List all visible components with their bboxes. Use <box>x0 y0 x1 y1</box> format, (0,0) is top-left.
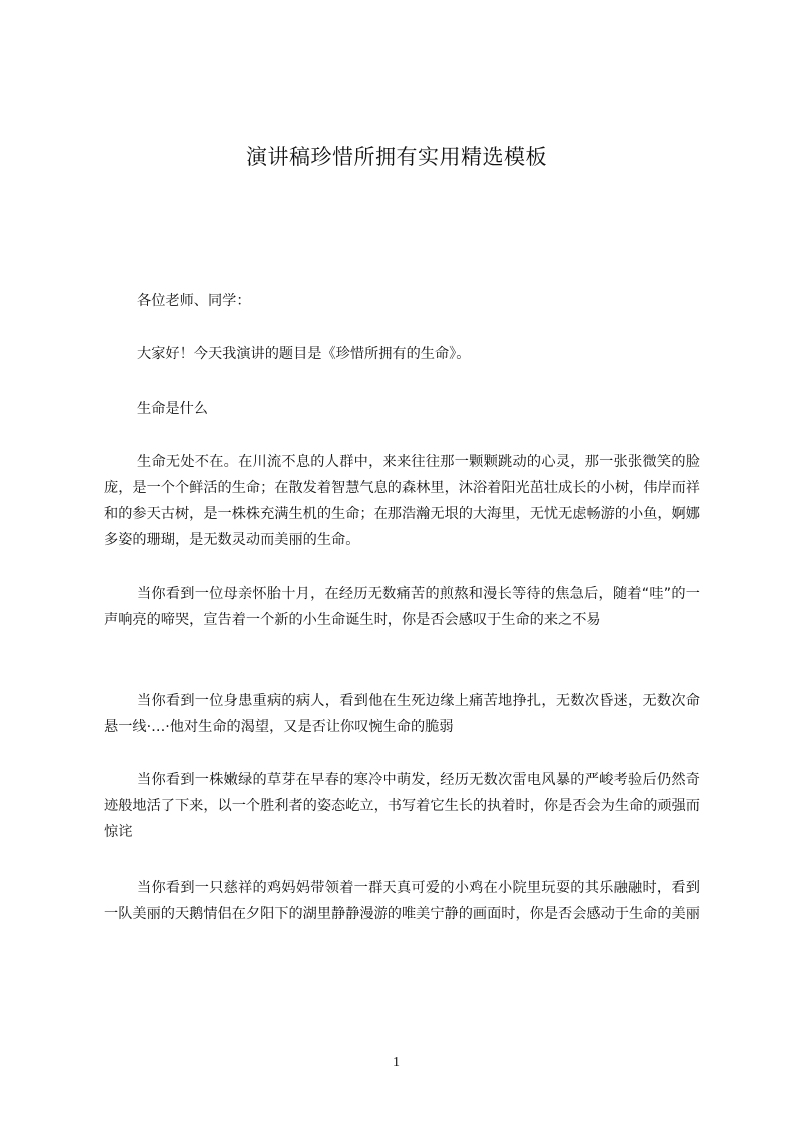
body-paragraph-5: 当你看到一只慈祥的鸡妈妈带领着一群天真可爱的小鸡在小院里玩耍的其乐融融时，看到一队美丽的天鹅情侣在夕阳下的湖里静静漫游的唯美宁静的画面时，你是否会感动于生命的美丽 <box>104 880 700 922</box>
body-paragraph-4: 当你看到一株嫩绿的草芽在早春的寒冷中萌发，经历无数次雷电风暴的严峻考验后仍然奇迹般地活了下来，以一个胜利者的姿态屹立，书写着它生长的执着时，你是否会为生命的顽强而惊诧 <box>104 772 700 840</box>
salutation: 各位老师、同学： <box>137 293 251 309</box>
body-paragraph-1: 生命无处不在。在川流不息的人群中，来来往往那一颗颗跳动的心灵，那一张张微笑的脸庞，是一个个鲜活的生命；在散发着智慧气息的森林里，沐浴着阳光茁壮成长的小树，伟岸而祥和的参天古树，是一株株充满生机的生命；在那浩瀚无垠的大海里，无忧无虑畅游的小鱼，婀娜多姿的珊瑚，是无数灵动而美丽的生命。 <box>104 454 700 548</box>
body-paragraph-2: 当你看到一位母亲怀胎十月，在经历无数痛苦的煎熬和漫长等待的焦急后，随着“哇”的一声响亮的啼哭，宣告着一个新的小生命诞生时，你是否会感叹于生命的来之不易 <box>104 586 700 628</box>
body-paragraph-3: 当你看到一位身患重病的病人，看到他在生死边缘上痛苦地挣扎，无数次昏迷，无数次命悬一线·…·他对生命的渴望，又是否让你叹惋生命的脆弱 <box>104 693 700 735</box>
document-title: 演讲稿珍惜所拥有实用精选模板 <box>246 145 547 169</box>
question-heading: 生命是什么 <box>137 401 208 417</box>
greeting-paragraph: 大家好！今天我演讲的题目是《珍惜所拥有的生命》。 <box>137 346 471 362</box>
page-number: 1 <box>393 1055 400 1070</box>
